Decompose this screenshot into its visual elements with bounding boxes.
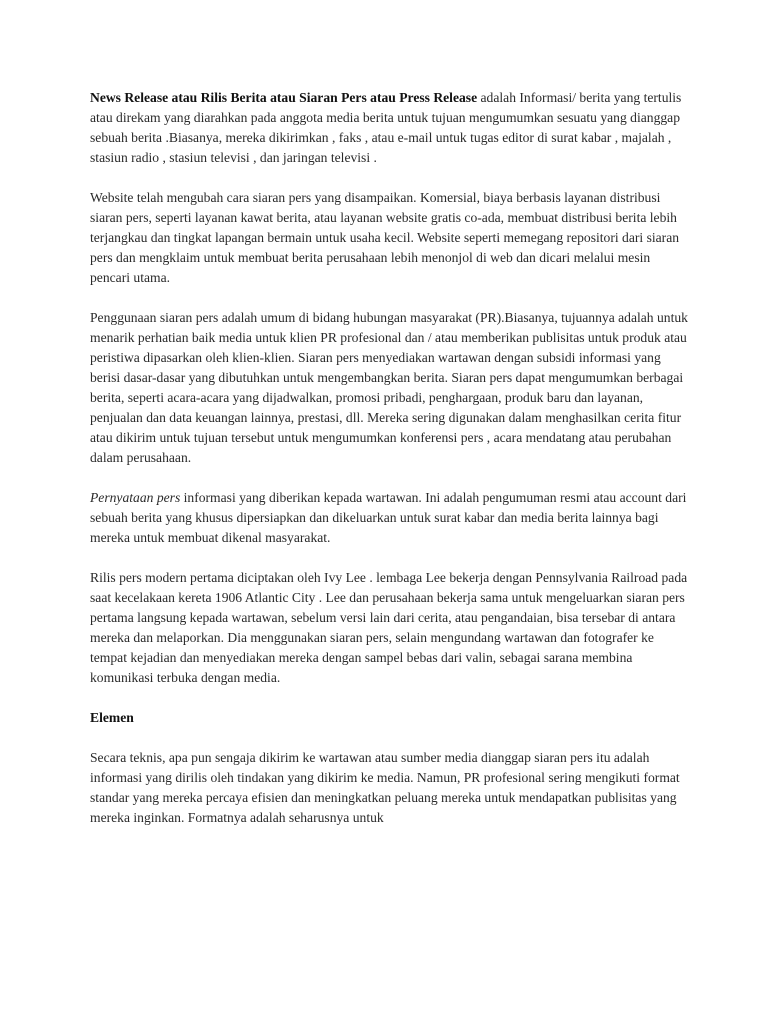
intro-bold-term: News Release atau Rilis Berita atau Siaran Pers atau Press Release <box>90 90 478 105</box>
section-heading: Elemen <box>90 710 134 725</box>
statement-italic-term: Pernyataan pers <box>90 490 181 505</box>
paragraph-usage: Penggunaan siaran pers adalah umum di bidang hubungan masyarakat (PR).Biasanya, tujuannya adalah untuk menarik perhatian baik media untuk klien PR profesional dan / atau memberikan publisitas untuk produk atau peristiwa dipasarkan oleh klien-klien. Siaran pers menyediakan wartawan dengan subsidi informasi yang berisi dasar-dasar yang dibutuhkan untuk mengembangkan berita. Siaran pers dapat mengumumkan berbagai berita, seperti acara-acara yang dijadwalkan, promosi pribadi, penghargaan, produk baru dan layanan, penjualan dan data keuangan lainnya, prestasi, dll. Mereka sering digunakan dalam menghasilkan cerita fitur atau dikirim untuk tujuan tersebut untuk mengumumkan konferensi pers , acara mendatang atau perubahan dalam perusahaan. <box>90 310 688 465</box>
paragraph-website: Website telah mengubah cara siaran pers yang disampaikan. Komersial, biaya berbasis layanan distribusi siaran pers, seperti layanan kawat berita, atau layanan website gratis co-ada, membuat distribusi berita lebih terjangkau dan tingkat lapangan bermain untuk usaha kecil. Website seperti memegang repositori dari siaran pers dan mengklaim untuk membuat berita perusahaan lebih menonjol di web dan dicari melalui mesin pencari utama. <box>90 190 680 285</box>
document-page <box>90 88 688 848</box>
paragraph-intro <box>90 88 688 168</box>
paragraph-statement <box>90 488 688 548</box>
statement-text: informasi yang diberikan kepada wartawan. Ini adalah pengumuman resmi atau account dari sebuah berita yang khusus dipersiapkan dan dikeluarkan untuk surat kabar dan media berita lainnya bagi mereka untuk membuat dikenal masyarakat. <box>90 490 687 545</box>
paragraph-elements: Secara teknis, apa pun sengaja dikirim ke wartawan atau sumber media dianggap siaran pers itu adalah informasi yang dirilis oleh tindakan yang dikirim ke media. Namun, PR profesional sering mengikuti format standar yang mereka percaya efisien dan meningkatkan peluang mereka untuk mendapatkan publisitas yang mereka inginkan. Formatnya adalah seharusnya untuk <box>90 750 680 825</box>
paragraph-history: Rilis pers modern pertama diciptakan oleh Ivy Lee . lembaga Lee bekerja dengan Pennsylvania Railroad pada saat kecelakaan kereta 1906 Atlantic City . Lee dan perusahaan bekerja sama untuk mengeluarkan siaran pers pertama langsung kepada wartawan, sebelum versi lain dari cerita, atau pengandaian, bisa tersebar di antara mereka dan melaporkan. Dia menggunakan siaran pers, selain mengundang wartawan dan fotografer ke tempat kejadian dan menyediakan mereka dengan sampel bebas dari valin, sebagai sarana membina komunikasi terbuka dengan media. <box>90 570 688 685</box>
intro-text: adalah Informasi/ berita yang tertulis atau direkam yang diarahkan pada anggota media berita untuk tujuan mengumumkan sesuatu yang dianggap sebuah berita .Biasanya, mereka dikirimkan , faks , atau e-mail untuk tugas editor di surat kabar , majalah , stasiun radio , stasiun televisi , dan jaringan televisi . <box>90 90 682 165</box>
